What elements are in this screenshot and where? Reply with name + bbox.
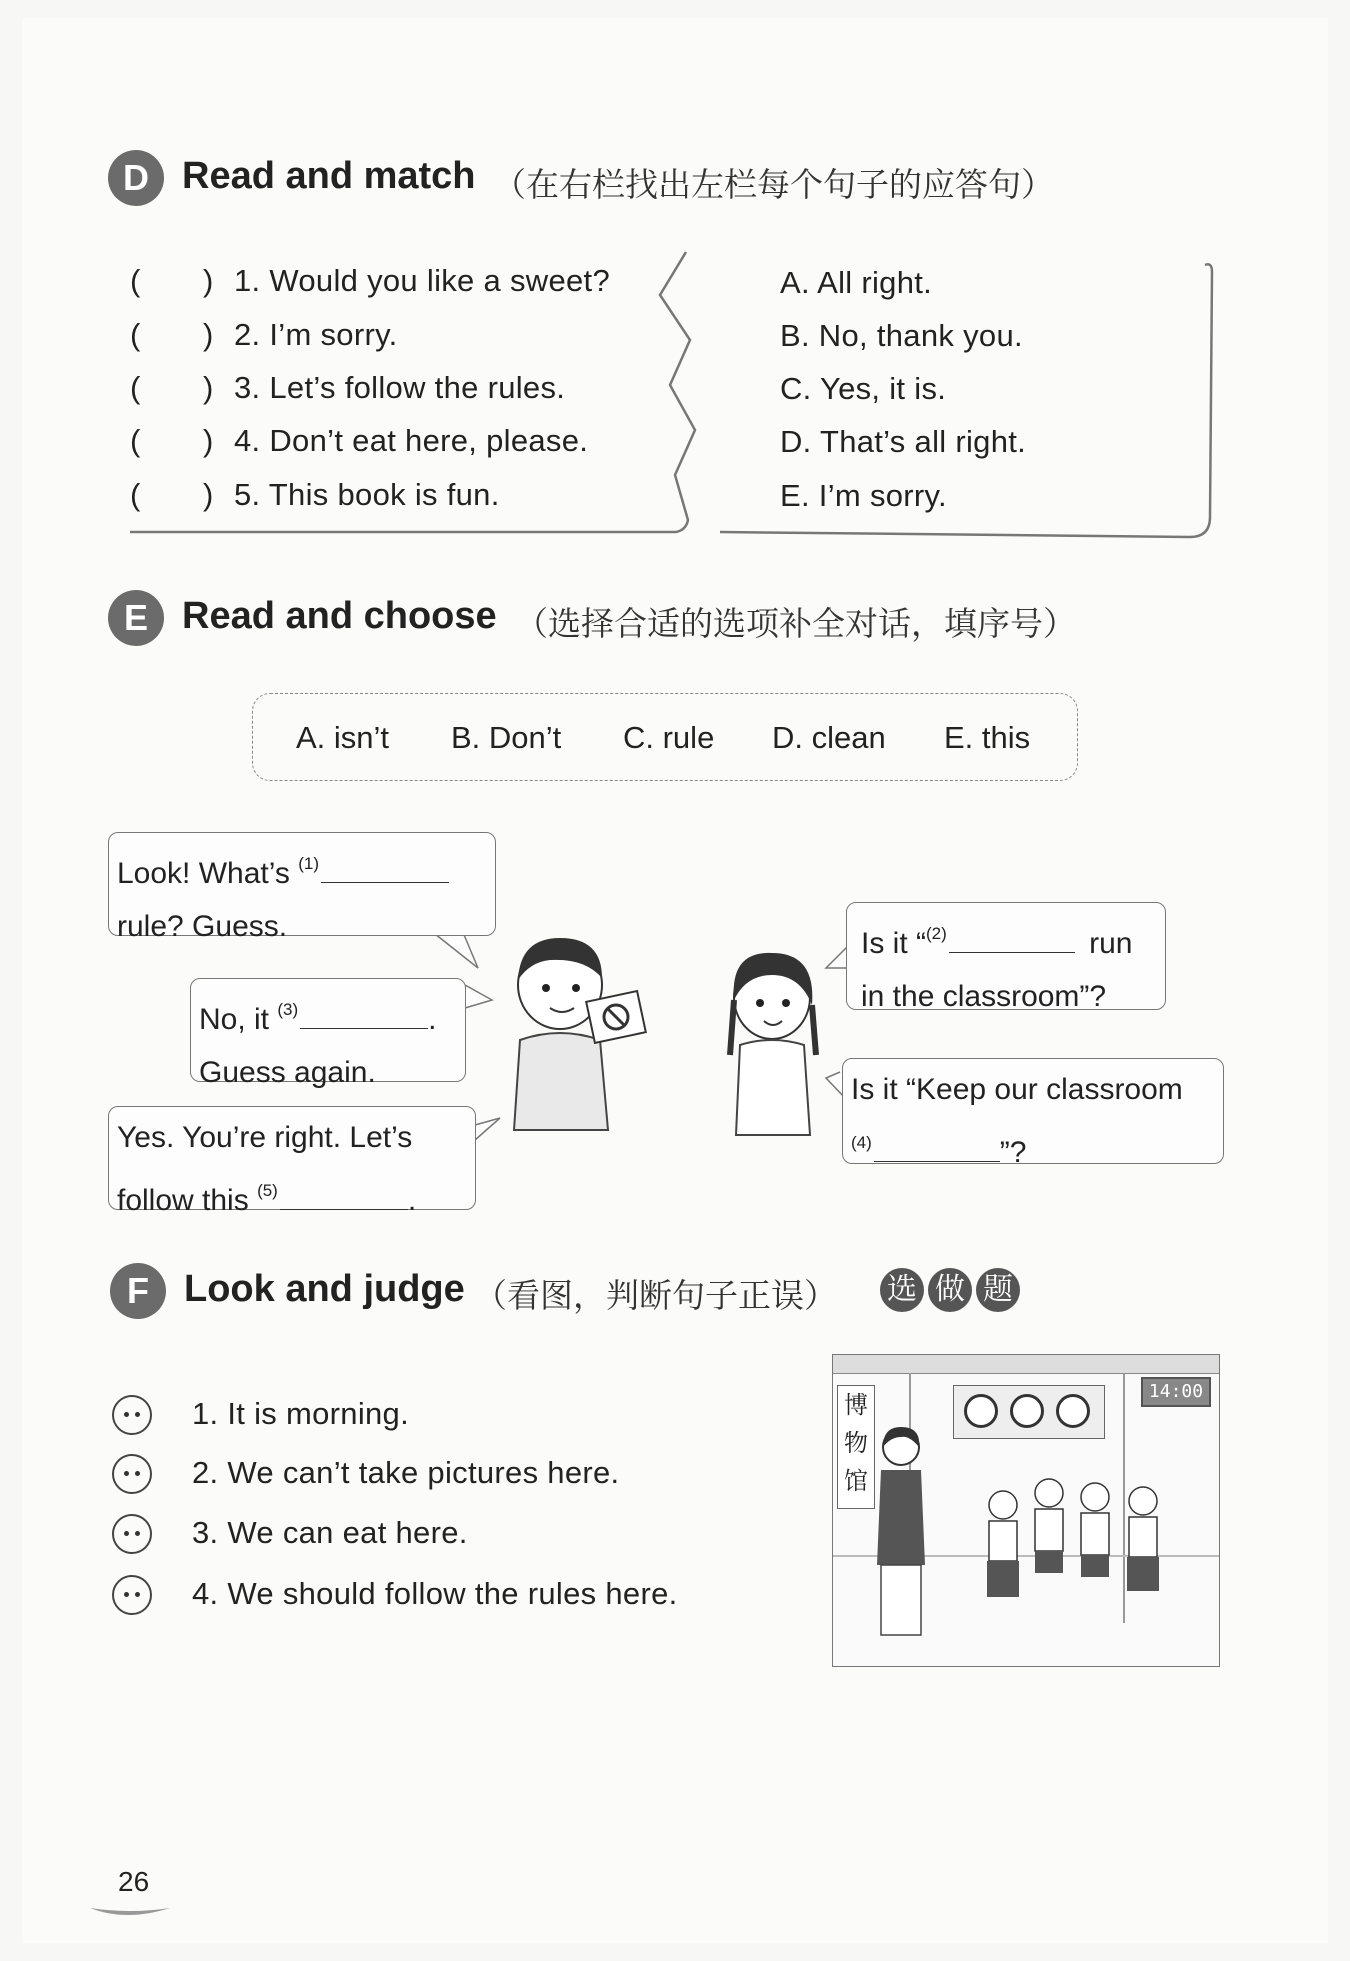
answer-paren-open: ( xyxy=(130,317,141,352)
no-eating-icon xyxy=(1056,1394,1090,1428)
tag-char: 题 xyxy=(976,1268,1020,1312)
section-f-badge: F xyxy=(110,1263,166,1319)
bubble-text: . xyxy=(407,1184,417,1217)
judge-face-icon[interactable] xyxy=(112,1395,152,1435)
answer-blank-5[interactable] xyxy=(280,1181,408,1210)
word-option: C. rule xyxy=(623,720,715,755)
section-f-subtitle: （看图，判断句子正误） xyxy=(474,1276,837,1315)
answer-paren-close: ) xyxy=(203,370,214,405)
judge-face-icon[interactable] xyxy=(112,1454,152,1494)
sign-char: 博 xyxy=(844,1391,868,1419)
judge-face-icon[interactable] xyxy=(112,1575,152,1615)
answer-paren-open: ( xyxy=(130,263,141,298)
blank-number: (5) xyxy=(257,1181,278,1200)
answer-blank-4[interactable] xyxy=(874,1133,1000,1162)
right-response: E. I’m sorry. xyxy=(780,478,947,513)
speech-bubble-5 xyxy=(108,1106,476,1217)
girl-illustration xyxy=(720,945,830,1145)
left-sentence: 2. I’m sorry. xyxy=(234,317,398,352)
section-d-badge: D xyxy=(108,150,164,206)
word-option: E. this xyxy=(944,720,1031,755)
tag-char: 做 xyxy=(928,1268,972,1312)
answer-paren-open: ( xyxy=(130,477,141,512)
bubble-text: Yes. You’re right. Let’s xyxy=(117,1121,413,1154)
answer-paren-close: ) xyxy=(203,317,214,352)
judge-face-icon[interactable] xyxy=(112,1514,152,1554)
tag-char: 选 xyxy=(880,1268,924,1312)
optional-tag xyxy=(876,1268,1020,1312)
bubble-text: follow this xyxy=(117,1184,249,1217)
bubble-text: ”? xyxy=(999,1136,1027,1169)
answer-paren-close: ) xyxy=(203,477,214,512)
teacher-and-students xyxy=(863,1425,1213,1665)
bubble-text: Look! What’s xyxy=(117,857,290,890)
word-option: A. isn’t xyxy=(296,720,390,755)
boy-illustration xyxy=(490,930,660,1140)
judge-sentence: 2. We can’t take pictures here. xyxy=(192,1455,620,1490)
bubble-text: rule? Guess. xyxy=(117,910,288,943)
no-touching-icon xyxy=(1010,1394,1044,1428)
blank-number: (2) xyxy=(926,924,947,943)
speech-bubble-2 xyxy=(846,902,1166,1013)
blank-number: (4) xyxy=(851,1133,872,1152)
speech-bubble-3 xyxy=(190,978,466,1089)
page-number: 26 xyxy=(118,1866,150,1897)
bubble-text: run xyxy=(1089,927,1133,960)
no-camera-icon xyxy=(964,1394,998,1428)
word-option: B. Don’t xyxy=(451,720,562,755)
blank-number: (3) xyxy=(277,1000,299,1019)
page-corner-swoosh xyxy=(86,1900,176,1920)
section-e-subtitle: （选择合适的选项补全对话，填序号） xyxy=(515,604,1076,643)
section-e-badge: E xyxy=(108,590,164,646)
left-sentence: 1. Would you like a sweet? xyxy=(234,263,610,298)
bubble-text: Is it “ xyxy=(861,927,926,960)
section-f-title: Look and judge xyxy=(184,1268,465,1310)
ceiling-strip xyxy=(833,1355,1219,1374)
answer-paren-close: ) xyxy=(203,423,214,458)
judge-sentence: 3. We can eat here. xyxy=(192,1515,468,1550)
museum-picture xyxy=(832,1354,1220,1667)
left-sentence: 4. Don’t eat here, please. xyxy=(234,423,589,458)
right-response: D. That’s all right. xyxy=(780,424,1027,459)
right-response: A. All right. xyxy=(780,265,933,300)
bubble-text: Guess again. xyxy=(199,1056,376,1089)
right-response: B. No, thank you. xyxy=(780,318,1023,353)
wall-clock: 14:00 xyxy=(1141,1377,1211,1407)
sign-char: 物 xyxy=(844,1429,868,1457)
judge-sentence: 1. It is morning. xyxy=(192,1396,410,1431)
sign-char: 馆 xyxy=(844,1467,868,1495)
bubble-text: No, it xyxy=(199,1003,270,1036)
blank-number: (1) xyxy=(298,854,319,873)
bubble-text: in the classroom”? xyxy=(861,980,1107,1013)
answer-paren-open: ( xyxy=(130,423,141,458)
left-sentence: 3. Let’s follow the rules. xyxy=(234,370,566,405)
word-option: D. clean xyxy=(772,720,886,755)
speech-bubble-4 xyxy=(842,1058,1224,1169)
section-d-subtitle: （在右栏找出左栏每个句子的应答句） xyxy=(493,165,1054,204)
bubble-text: Is it “Keep our classroom xyxy=(851,1073,1183,1106)
answer-paren-open: ( xyxy=(130,370,141,405)
left-sentence: 5. This book is fun. xyxy=(234,477,500,512)
section-d-title: Read and match xyxy=(182,155,476,197)
judge-sentence: 4. We should follow the rules here. xyxy=(192,1576,678,1611)
section-e-title: Read and choose xyxy=(182,595,497,637)
right-response: C. Yes, it is. xyxy=(780,371,947,406)
answer-paren-close: ) xyxy=(203,263,214,298)
answer-blank-1[interactable] xyxy=(321,854,449,883)
answer-blank-3[interactable] xyxy=(300,1000,428,1029)
bubble-text: . xyxy=(428,1003,437,1036)
answer-blank-2[interactable] xyxy=(949,924,1075,953)
speech-bubble-1 xyxy=(108,832,496,943)
